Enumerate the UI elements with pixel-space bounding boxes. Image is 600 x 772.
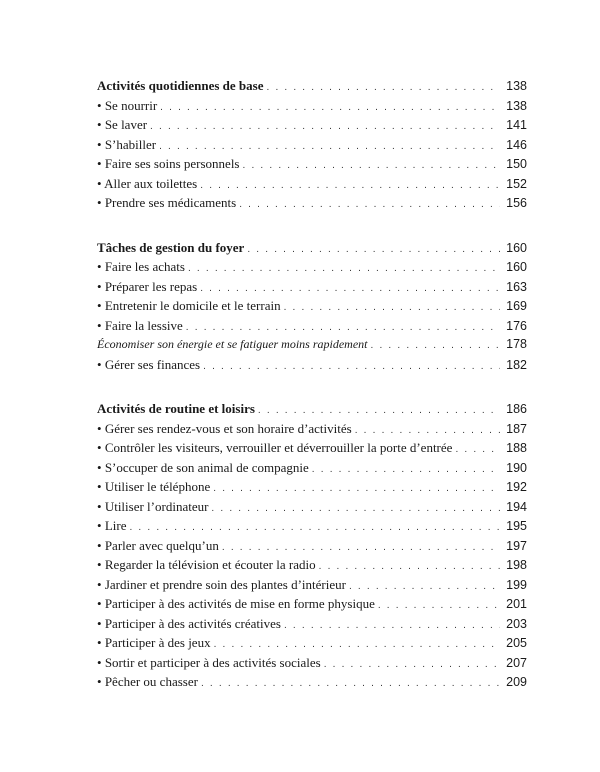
toc-page-number: 205: [506, 636, 527, 650]
leader-dots: [378, 596, 500, 616]
toc-page-number: 207: [506, 655, 527, 670]
leader-dots: [324, 655, 500, 675]
toc-entry-label: • Sortir et participer à des activités sociales: [97, 653, 321, 673]
toc-entry: [97, 555, 527, 575]
toc-entry: [97, 594, 527, 614]
toc-entry: [97, 277, 527, 297]
toc-entry-label: • Lire: [97, 516, 126, 536]
toc-entry-label: • Regarder la télévision et écouter la radio: [97, 555, 316, 575]
toc-entry-label: • Préparer les repas: [97, 277, 197, 297]
toc-page-number: 150: [506, 157, 527, 171]
toc-page-number: 209: [506, 675, 527, 689]
toc-entry: [97, 672, 527, 692]
toc-entry-label: • Contrôler les visiteurs, verrouiller et déverrouiller la porte d’entrée: [97, 438, 452, 458]
toc-page-number: 146: [506, 137, 527, 152]
leader-dots: [371, 336, 500, 356]
toc-page-number: 194: [506, 499, 527, 514]
leader-dots: [284, 616, 500, 636]
toc-entry-label: • S’habiller: [97, 135, 156, 155]
toc-page-number: 156: [506, 196, 527, 210]
toc-entry: [97, 115, 527, 135]
toc-page-number: 141: [506, 118, 527, 132]
toc-entry: [97, 316, 527, 336]
toc-heading-label: Activités quotidiennes de base: [97, 78, 264, 93]
toc-heading: [97, 76, 527, 96]
toc-entry: [97, 477, 527, 497]
toc-page-number: 203: [506, 616, 527, 631]
toc-section-daily-activities: [97, 76, 527, 213]
toc-entry-label: • Aller aux toilettes: [97, 174, 197, 194]
toc-heading: [97, 399, 527, 419]
toc-entry: [97, 193, 527, 213]
toc-entry-label: • Jardiner et prendre soin des plantes d’intérieur: [97, 575, 346, 595]
toc-page-number: 182: [506, 357, 527, 372]
toc-page-number: 187: [506, 421, 527, 436]
leader-dots: [188, 259, 500, 279]
leader-dots: [203, 357, 500, 377]
toc-entry: [97, 154, 527, 174]
toc-page-number: 178: [506, 337, 527, 351]
toc-heading-label: Activités de routine et loisirs: [97, 401, 255, 416]
toc-entry: [97, 174, 527, 194]
toc-entry: [97, 355, 527, 375]
toc-entry-label: • Participer à des activités créatives: [97, 614, 281, 634]
toc-page-number: 199: [506, 577, 527, 592]
toc-entry: [97, 536, 527, 556]
leader-dots: [312, 460, 500, 480]
toc-page-number: 169: [506, 299, 527, 313]
toc-entry-label: • Participer à des jeux: [97, 633, 211, 653]
toc-entry: [97, 96, 527, 116]
toc-entry-label: • Prendre ses médicaments: [97, 193, 236, 213]
leader-dots: [150, 117, 500, 137]
leader-dots: [266, 78, 500, 98]
toc-entry: [97, 296, 527, 316]
toc-entry: [97, 135, 527, 155]
toc-entry-label: • Gérer ses rendez-vous et son horaire d’activités: [97, 419, 352, 439]
toc-heading-label: Tâches de gestion du foyer: [97, 239, 245, 255]
toc-entry-label: • Utiliser l’ordinateur: [97, 497, 208, 517]
toc-page-number: 186: [506, 402, 527, 416]
leader-dots: [239, 195, 500, 215]
toc-page-number: 160: [506, 240, 527, 255]
toc-entry: [97, 614, 527, 634]
toc-entry-label: • Gérer ses finances: [97, 355, 200, 375]
toc-page-number: 188: [506, 441, 527, 455]
leader-dots: [160, 98, 500, 118]
toc-page-number: 198: [506, 558, 527, 572]
leader-dots: [455, 440, 500, 460]
toc-section-household-tasks: [97, 238, 527, 375]
toc-entry-label: • Utiliser le téléphone: [97, 477, 210, 497]
toc-entry-label: • Se laver: [97, 115, 147, 135]
toc-entry: [97, 653, 527, 673]
leader-dots: [284, 298, 500, 318]
toc-heading: [97, 238, 527, 258]
toc-entry-label: • Parler avec quelqu’un: [97, 536, 219, 556]
toc-entry: [97, 633, 527, 653]
toc-page-number: 197: [506, 538, 527, 553]
toc-entry: [97, 497, 527, 517]
leader-dots: [213, 479, 500, 499]
toc-entry-label: • Faire la lessive: [97, 316, 183, 336]
toc-entry-label: • Faire ses soins personnels: [97, 154, 240, 174]
toc-entry-label: • Participer à des activités de mise en forme physique: [97, 594, 375, 614]
toc-page-number: 163: [506, 279, 527, 294]
toc-page-number: 152: [506, 176, 527, 191]
toc-entry-label: • Se nourrir: [97, 96, 157, 116]
toc-section-routine-leisure: [97, 399, 527, 692]
toc-entry: [97, 438, 527, 458]
toc-page-number: 138: [506, 79, 527, 93]
table-of-contents: [97, 76, 527, 717]
toc-note-entry: [97, 335, 527, 355]
toc-entry: [97, 458, 527, 478]
toc-page-number: 192: [506, 480, 527, 494]
toc-entry: [97, 575, 527, 595]
leader-dots: [211, 499, 500, 519]
leader-dots: [200, 176, 500, 196]
toc-page-number: 160: [506, 260, 527, 274]
toc-page-number: 195: [506, 519, 527, 533]
toc-entry: [97, 419, 527, 439]
leader-dots: [201, 674, 500, 694]
toc-note-label: Économiser son énergie et se fatiguer moins rapidement: [97, 337, 368, 351]
toc-entry-label: • Pêcher ou chasser: [97, 672, 198, 692]
toc-page-number: 138: [506, 98, 527, 113]
toc-page-number: 190: [506, 460, 527, 475]
toc-entry-label: • Faire les achats: [97, 257, 185, 277]
toc-entry-label: • S’occuper de son animal de compagnie: [97, 458, 309, 478]
toc-page-number: 176: [506, 318, 527, 333]
leader-dots: [243, 156, 501, 176]
toc-page-number: 201: [506, 597, 527, 611]
toc-entry-label: • Entretenir le domicile et le terrain: [97, 296, 281, 316]
toc-entry: [97, 516, 527, 536]
leader-dots: [247, 240, 500, 260]
toc-entry: [97, 257, 527, 277]
